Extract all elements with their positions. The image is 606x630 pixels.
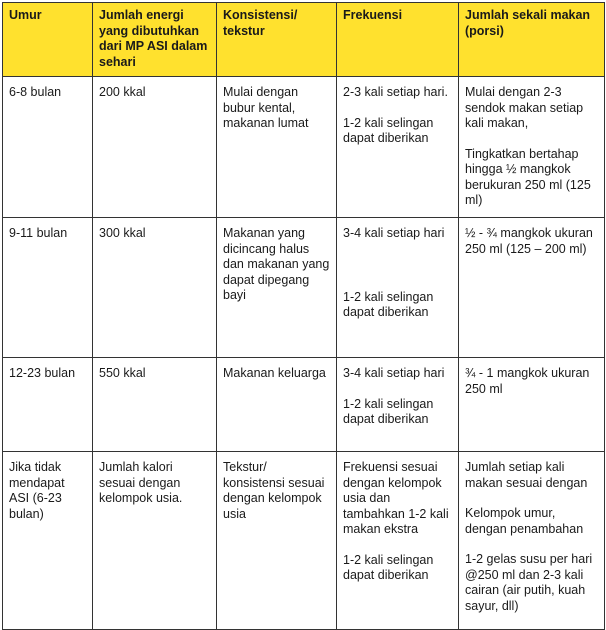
frekuensi-line: 1-2 kali selingan dapat diberikan xyxy=(343,396,434,426)
cell-umur: 9-11 bulan xyxy=(3,218,93,358)
cell-energi: Jumlah kalori sesuai dengan kelompok usia. xyxy=(93,452,217,630)
frekuensi-line: 1-2 kali selingan dapat diberikan xyxy=(343,552,434,582)
cell-porsi xyxy=(459,452,605,630)
cell-frekuensi xyxy=(337,77,459,218)
header-tekstur: Konsistensi/ tekstur xyxy=(217,3,337,77)
cell-porsi xyxy=(459,77,605,218)
frekuensi-line: 2-3 kali setiap hari. xyxy=(343,85,448,99)
frekuensi-line: Frekuensi sesuai dengan kelompok usia dan tambahkan 1-2 kali makan ekstra xyxy=(343,460,449,536)
mpasi-table xyxy=(2,2,605,630)
cell-umur: 12-23 bulan xyxy=(3,358,93,452)
cell-tekstur: Tekstur/ konsistensi sesuai dengan kelompok usia xyxy=(217,452,337,630)
header-umur: Umur xyxy=(3,3,93,77)
cell-umur: 6-8 bulan xyxy=(3,77,93,218)
cell-frekuensi xyxy=(337,218,459,358)
header-energi: Jumlah energi yang dibutuhkan dari MP ASI dalam sehari xyxy=(93,3,217,77)
cell-porsi xyxy=(459,358,605,452)
frekuensi-line: 3-4 kali setiap hari xyxy=(343,226,445,240)
porsi-line: Jumlah setiap kali makan sesuai dengan xyxy=(465,460,588,490)
porsi-line: ¾ - 1 mangkok ukuran 250 ml xyxy=(465,366,590,396)
porsi-line: 1-2 gelas susu per hari @250 ml dan 2-3 kali cairan (air putih, kuah sayur, dll) xyxy=(465,552,593,613)
porsi-line: Mulai dengan 2-3 sendok makan setiap kali makan, xyxy=(465,85,584,130)
table-row xyxy=(3,358,605,452)
header-porsi: Jumlah sekali makan (porsi) xyxy=(459,3,605,77)
frekuensi-line: 3-4 kali setiap hari xyxy=(343,366,445,380)
cell-energi: 550 kkal xyxy=(93,358,217,452)
cell-porsi xyxy=(459,218,605,358)
cell-tekstur: Mulai dengan bubur kental, makanan lumat xyxy=(217,77,337,218)
frekuensi-line: 1-2 kali selingan dapat diberikan xyxy=(343,289,434,319)
header-frekuensi: Frekuensi xyxy=(337,3,459,77)
frekuensi-line: 1-2 kali selingan dapat diberikan xyxy=(343,115,434,145)
porsi-line: Kelompok umur, dengan penambahan xyxy=(465,506,584,536)
porsi-line: Tingkatkan bertahap hingga ½ mangkok berukuran 250 ml (125 ml) xyxy=(465,146,591,207)
table-row xyxy=(3,77,605,218)
header-row xyxy=(3,3,605,77)
cell-umur: Jika tidak mendapat ASI (6-23 bulan) xyxy=(3,452,93,630)
porsi-line: ½ - ¾ mangkok ukuran 250 ml (125 – 200 ml) xyxy=(465,226,593,256)
cell-frekuensi xyxy=(337,452,459,630)
cell-energi: 200 kkal xyxy=(93,77,217,218)
cell-tekstur: Makanan keluarga xyxy=(217,358,337,452)
table-row xyxy=(3,218,605,358)
cell-tekstur: Makanan yang dicincang halus dan makanan yang dapat dipegang bayi xyxy=(217,218,337,358)
table-row xyxy=(3,452,605,630)
cell-energi: 300 kkal xyxy=(93,218,217,358)
cell-frekuensi xyxy=(337,358,459,452)
